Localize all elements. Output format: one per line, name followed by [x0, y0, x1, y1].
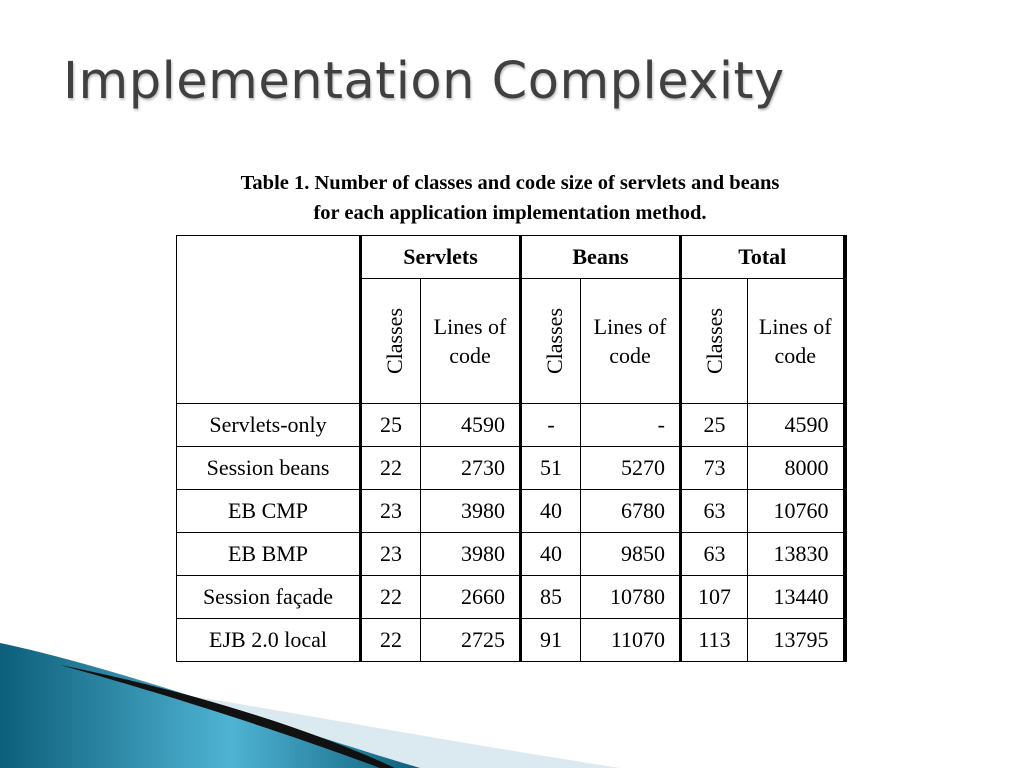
cell-total-classes: 25 [681, 404, 748, 447]
table-row [177, 404, 845, 447]
cell-total-loc: 8000 [748, 447, 845, 490]
cell-servlets-classes: 23 [361, 490, 421, 533]
subheader-total-classes: Classes [681, 279, 748, 404]
row-label: EB BMP [177, 533, 361, 576]
subheader-beans-classes: Classes [521, 279, 581, 404]
cell-beans-classes: 51 [521, 447, 581, 490]
cell-servlets-loc: 3980 [421, 533, 521, 576]
table-row [177, 533, 845, 576]
group-header-total: Total [681, 236, 845, 279]
cell-total-classes: 63 [681, 490, 748, 533]
cell-total-classes: 63 [681, 533, 748, 576]
cell-servlets-classes: 23 [361, 533, 421, 576]
cell-beans-loc: - [581, 404, 681, 447]
cell-servlets-loc: 4590 [421, 404, 521, 447]
cell-servlets-classes: 25 [361, 404, 421, 447]
cell-total-classes: 73 [681, 447, 748, 490]
cell-total-loc: 13795 [748, 619, 845, 662]
row-label: EB CMP [177, 490, 361, 533]
cell-beans-classes: 91 [521, 619, 581, 662]
cell-servlets-loc: 2725 [421, 619, 521, 662]
caption-line-1: Table 1. Number of classes and code size of servlets and beans [240, 172, 780, 194]
cell-total-classes: 113 [681, 619, 748, 662]
group-header-row [177, 236, 845, 279]
subheader-servlets-classes: Classes [361, 279, 421, 404]
cell-beans-loc: 11070 [581, 619, 681, 662]
subheader-total-loc: Lines of code [748, 279, 845, 404]
cell-beans-loc: 5270 [581, 447, 681, 490]
caption-line-2: for each application implementation method. [313, 202, 707, 224]
cell-servlets-loc: 2730 [421, 447, 521, 490]
cell-beans-classes: 85 [521, 576, 581, 619]
cell-servlets-loc: 3980 [421, 490, 521, 533]
table-row [177, 576, 845, 619]
subheader-beans-loc: Lines of code [581, 279, 681, 404]
cell-total-loc: 4590 [748, 404, 845, 447]
row-label: EJB 2.0 local [177, 619, 361, 662]
table-caption [176, 168, 844, 228]
row-label: Servlets-only [177, 404, 361, 447]
cell-beans-classes: 40 [521, 490, 581, 533]
cell-servlets-loc: 2660 [421, 576, 521, 619]
cell-beans-loc: 9850 [581, 533, 681, 576]
cell-beans-classes: - [521, 404, 581, 447]
cell-beans-classes: 40 [521, 533, 581, 576]
group-header-beans: Beans [521, 236, 681, 279]
row-label: Session beans [177, 447, 361, 490]
complexity-table [176, 235, 847, 662]
cell-beans-loc: 10780 [581, 576, 681, 619]
slide-title: Implementation Complexity [63, 52, 785, 111]
corner-cell [177, 236, 361, 404]
cell-servlets-classes: 22 [361, 576, 421, 619]
cell-beans-loc: 6780 [581, 490, 681, 533]
cell-total-loc: 13830 [748, 533, 845, 576]
cell-total-classes: 107 [681, 576, 748, 619]
cell-servlets-classes: 22 [361, 619, 421, 662]
cell-total-loc: 13440 [748, 576, 845, 619]
table-row [177, 447, 845, 490]
cell-servlets-classes: 22 [361, 447, 421, 490]
group-header-servlets: Servlets [361, 236, 521, 279]
row-label: Session façade [177, 576, 361, 619]
cell-total-loc: 10760 [748, 490, 845, 533]
decorative-wave-graphic [0, 643, 620, 768]
subheader-servlets-loc: Lines of code [421, 279, 521, 404]
table-row [177, 490, 845, 533]
